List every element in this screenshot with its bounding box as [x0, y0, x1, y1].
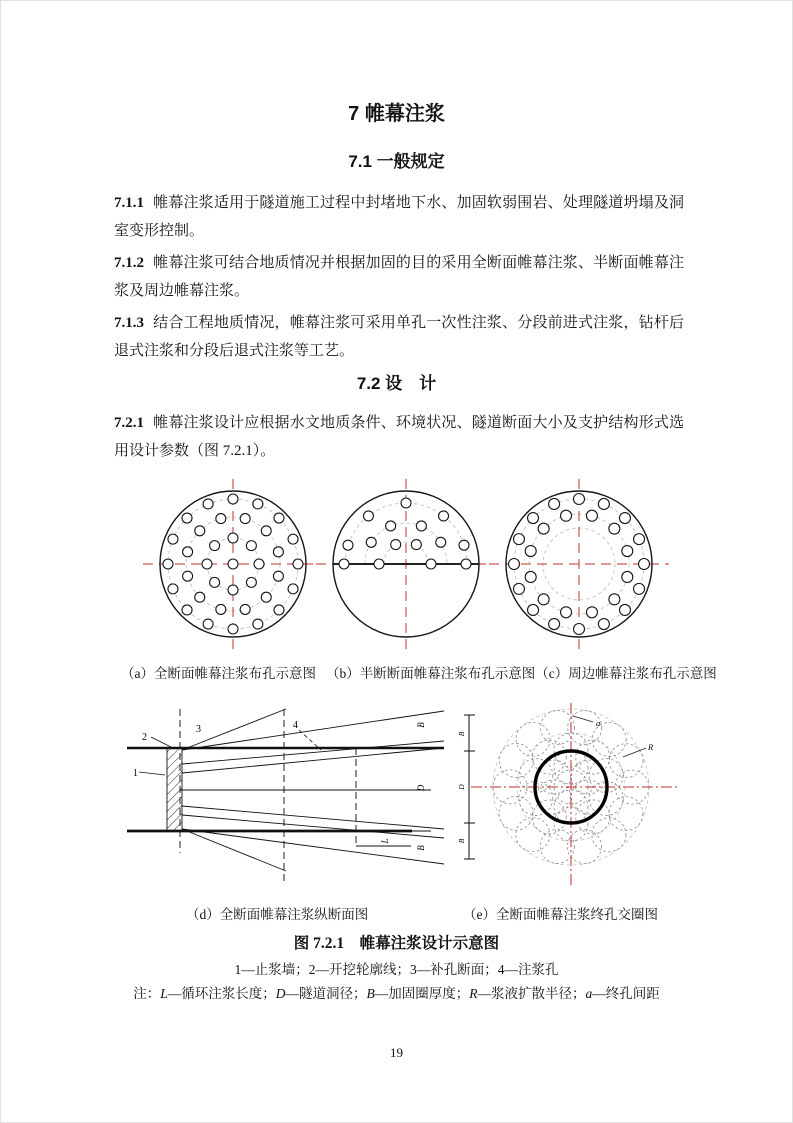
- leader-1: [139, 772, 165, 775]
- grout-hole: [549, 619, 560, 630]
- grout-hole: [274, 605, 284, 615]
- grout-hole: [461, 559, 471, 569]
- label-1-grout-stop-wall: 1: [133, 768, 138, 779]
- grout-hole: [202, 559, 212, 569]
- dim-label-L: L: [380, 838, 390, 844]
- grout-hole: [609, 594, 620, 605]
- note-symbol: a: [585, 986, 593, 1001]
- grout-hole: [195, 526, 205, 536]
- note-symbol: L: [160, 986, 168, 1001]
- grout-hole: [253, 499, 263, 509]
- grout-hole: [391, 540, 401, 550]
- label-2-excavation-outline: 2: [142, 732, 147, 743]
- diagram-c-peripheral-holes: [486, 475, 672, 657]
- grout-hole: [274, 513, 284, 523]
- grout-hole: [609, 523, 620, 534]
- clause-text: 帷幕注浆适用于隧道施工过程中封堵地下水、加固软弱围岩、处理隧道坍塌及洞室变形控制。: [114, 195, 684, 239]
- figure-title: 图 7.2.1 帷幕注浆设计示意图: [293, 935, 500, 952]
- clause-text: 帷幕注浆设计应根据水文地质条件、环境状况、隧道断面大小及支护结构形式选用设计参数（图 7.2.1）。: [114, 415, 684, 459]
- grout-hole: [426, 559, 436, 569]
- grout-hole: [528, 513, 539, 524]
- grout-hole: [240, 514, 250, 524]
- grout-hole: [639, 559, 650, 570]
- grout-hole: [216, 604, 226, 614]
- grout-hole: [436, 537, 446, 547]
- grout-hole: [538, 594, 549, 605]
- diagram-e-end-hole-overlap: [456, 699, 681, 889]
- grout-hole: [182, 605, 192, 615]
- grout-hole: [163, 559, 173, 569]
- label-R-spread-radius: R: [648, 742, 654, 752]
- grout-hole: [228, 624, 238, 634]
- clause-7-1-2: [114, 249, 684, 305]
- note-symbol: R: [469, 986, 478, 1001]
- diagram-b-half-face-holes: [313, 475, 499, 657]
- grout-hole: [586, 607, 597, 618]
- grout-hole: [561, 607, 572, 618]
- grout-hole: [240, 604, 250, 614]
- grout-spread-circle: [609, 744, 643, 778]
- clause-7-1-3: [114, 309, 684, 365]
- grout-hole: [228, 585, 238, 595]
- caption-a: （a）全断面帷幕注浆布孔示意图: [121, 666, 316, 681]
- grout-hole: [366, 537, 376, 547]
- grout-hole: [210, 577, 220, 587]
- clause-number: 7.1.2: [114, 255, 144, 271]
- clause-text: 帷幕注浆可结合地质情况并根据加固的目的采用全断面帷幕注浆、半断面帷幕注浆及周边帷幕注浆。: [114, 255, 684, 299]
- grout-hole: [549, 498, 560, 509]
- grout-hole: [228, 533, 238, 543]
- leader-2: [151, 737, 173, 748]
- grout-hole: [273, 547, 283, 557]
- grout-spread-circle: [499, 796, 533, 830]
- leader-a: [573, 716, 593, 722]
- label-4-grout-hole: 4: [293, 720, 298, 731]
- grout-hole: [634, 534, 645, 545]
- grout-hole: [525, 571, 536, 582]
- note-text: —加固圈厚度；: [374, 986, 470, 1001]
- note-text: —隧道洞径；: [285, 986, 367, 1001]
- grout-hole: [528, 604, 539, 615]
- clause-7-1-1: [114, 189, 684, 245]
- grout-hole: [574, 494, 585, 505]
- diagram-a-full-face-holes: [140, 475, 326, 657]
- label-3-supplementary-section: 3: [196, 724, 201, 735]
- grout-hole: [182, 513, 192, 523]
- grout-hole: [598, 498, 609, 509]
- grout-hole-fan-lower: [182, 806, 444, 871]
- grout-hole: [183, 547, 193, 557]
- diagram-d-longitudinal-section: [99, 701, 449, 896]
- grout-hole: [293, 559, 303, 569]
- grout-hole: [261, 592, 271, 602]
- grout-hole: [509, 559, 520, 570]
- grout-hole: [411, 540, 421, 550]
- clause-number: 7.1.3: [114, 315, 144, 331]
- dim-label-D-mid: D: [416, 784, 426, 792]
- grout-hole: [513, 534, 524, 545]
- grout-hole: [228, 559, 238, 569]
- grout-hole: [619, 604, 630, 615]
- grout-spread-circle: [609, 797, 643, 831]
- figure-note: [1, 982, 792, 1002]
- grout-hole: [561, 510, 572, 521]
- grout-hole: [586, 510, 597, 521]
- caption-b: （b）半断断面帷幕注浆布孔示意图: [326, 666, 536, 681]
- grout-hole: [538, 523, 549, 534]
- grout-hole: [228, 494, 238, 504]
- grout-hole: [183, 571, 193, 581]
- section-heading-7-2: 7.2 设 计: [356, 374, 437, 393]
- note-text: —终孔间距: [592, 986, 660, 1001]
- grout-hole: [598, 619, 609, 630]
- note-symbol: D: [275, 986, 286, 1001]
- dim-label-B-top: B: [416, 722, 426, 728]
- grout-hole: [253, 619, 263, 629]
- grout-hole: [459, 540, 469, 550]
- grout-hole: [622, 546, 633, 557]
- grout-hole: [216, 514, 226, 524]
- grout-hole: [195, 592, 205, 602]
- clause-number: 7.1.1: [114, 195, 144, 211]
- grout-hole: [374, 559, 384, 569]
- grout-hole: [246, 577, 256, 587]
- grout-hole: [634, 583, 645, 594]
- grout-hole: [288, 584, 298, 594]
- page-number: 19: [390, 1045, 403, 1060]
- grout-hole: [210, 541, 220, 551]
- clause-number: 7.2.1: [114, 415, 144, 431]
- grout-hole: [254, 559, 264, 569]
- note-text: 注：: [133, 986, 161, 1001]
- grout-hole: [574, 624, 585, 635]
- captions-abc-row: [121, 662, 717, 682]
- figure-legend: 1—止浆墙；2—开挖轮廓线；3—补孔断面；4—注浆孔: [234, 962, 559, 977]
- caption-c: （c）周边帷幕注浆布孔示意图: [535, 666, 717, 681]
- grout-hole: [273, 571, 283, 581]
- grout-hole: [203, 499, 213, 509]
- note-symbol: B: [366, 986, 375, 1001]
- caption-e: （e）全断面帷幕注浆终孔交圈图: [463, 907, 658, 922]
- grout-stop-wall: [167, 748, 182, 831]
- grout-hole: [168, 534, 178, 544]
- caption-d: （d）全断面帷幕注浆纵断面图: [186, 907, 369, 922]
- grout-hole: [439, 511, 449, 521]
- clause-7-2-1: [114, 409, 684, 465]
- grout-hole: [619, 513, 630, 524]
- grout-hole: [203, 619, 213, 629]
- grout-hole: [513, 583, 524, 594]
- grout-hole: [288, 534, 298, 544]
- grout-hole: [622, 571, 633, 582]
- label-a-end-hole-spacing: a: [596, 718, 601, 728]
- dim-label-B-bottom: B: [416, 845, 426, 851]
- section-heading-7-1: 7.1 一般规定: [348, 152, 445, 171]
- grout-hole: [401, 498, 411, 508]
- note-text: —循环注浆长度；: [167, 986, 276, 1001]
- grout-hole: [246, 541, 256, 551]
- note-text: —浆液扩散半径；: [477, 986, 586, 1001]
- grout-hole-fan-upper: [182, 709, 444, 773]
- grout-hole: [261, 526, 271, 536]
- grout-hole: [525, 546, 536, 557]
- grout-hole: [339, 559, 349, 569]
- dim-label-B-top: B: [457, 731, 466, 737]
- grout-hole: [416, 521, 426, 531]
- clause-text: 结合工程地质情况，帷幕注浆可采用单孔一次性注浆、分段前进式注浆，钻杆后退式注浆和分段后退式注浆等工艺。: [114, 315, 684, 359]
- grout-hole: [386, 521, 396, 531]
- grout-hole: [363, 511, 373, 521]
- grout-hole: [168, 584, 178, 594]
- grout-hole: [343, 540, 353, 550]
- dim-label-D-mid: D: [457, 784, 466, 790]
- dim-label-B-bottom: B: [457, 838, 466, 844]
- chapter-heading: 7 帷幕注浆: [348, 103, 445, 125]
